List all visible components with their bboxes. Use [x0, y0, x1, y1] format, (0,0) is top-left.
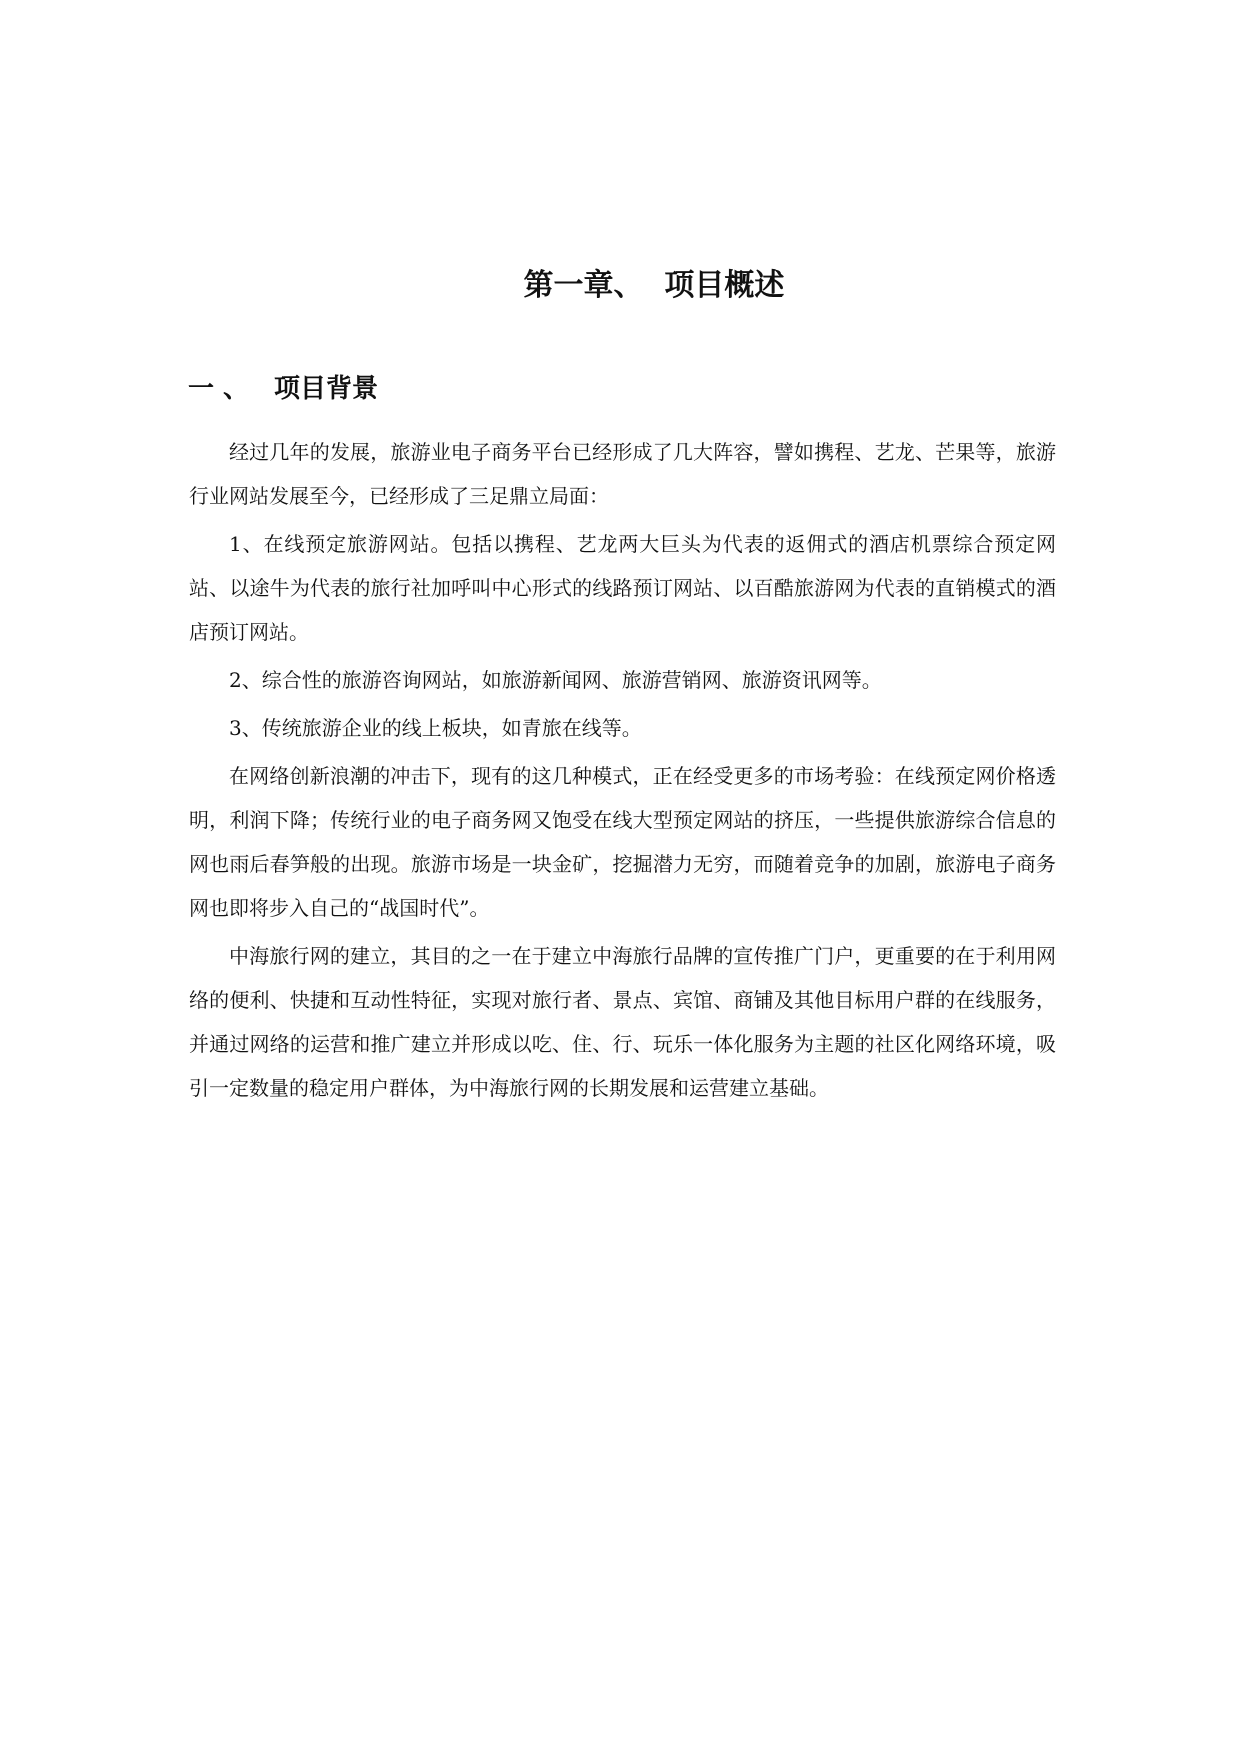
section-title: 项目背景 — [274, 373, 379, 404]
section-number: 一 、 — [188, 373, 250, 404]
paragraph-item-1: 1、在线预定旅游网站。包括以携程、艺龙两大巨头为代表的返佣式的酒店机票综合预定网站、以途牛为代表的旅行社加呼叫中心形式的线路预订网站、以百酷旅游网为代表的直销模式的酒店预订网站。 — [189, 532, 1056, 644]
section-heading — [188, 369, 378, 409]
paragraph-item-2: 2、综合性的旅游咨询网站，如旅游新闻网、旅游营销网、旅游资讯网等。 — [229, 668, 882, 692]
paragraph-item-3: 3、传统旅游企业的线上板块，如青旅在线等。 — [229, 716, 642, 740]
paragraph-purpose: 中海旅行网的建立，其目的之一在于建立中海旅行品牌的宣传推广门户，更重要的在于利用网络的便利、快捷和互动性特征，实现对旅行者、景点、宾馆、商铺及其他目标用户群的在线服务，并通过网络的运营和推广建立并形成以吃、住、行、玩乐一体化服务为主题的社区化网络环境，吸引一定数量的稳定用户群体，为中海旅行网的长期发展和运营建立基础。 — [189, 944, 1056, 1100]
chapter-title: 第一章、 项目概述 — [523, 268, 785, 304]
paragraph-competition: 在网络创新浪潮的冲击下，现有的这几种模式，正在经受更多的市场考验：在线预定网价格透明，利润下降；传统行业的电子商务网又饱受在线大型预定网站的挤压，一些提供旅游综合信息的网也雨后春笋般的出现。旅游市场是一块金矿，挖掘潜力无穷，而随着竞争的加剧，旅游电子商务网也即将步入自己的“战国时代”。 — [189, 764, 1056, 920]
body-text — [189, 430, 1056, 1114]
paragraph-intro: 经过几年的发展，旅游业电子商务平台已经形成了几大阵容，譬如携程、艺龙、芒果等，旅游行业网站发展至今，已经形成了三足鼎立局面： — [189, 440, 1056, 508]
